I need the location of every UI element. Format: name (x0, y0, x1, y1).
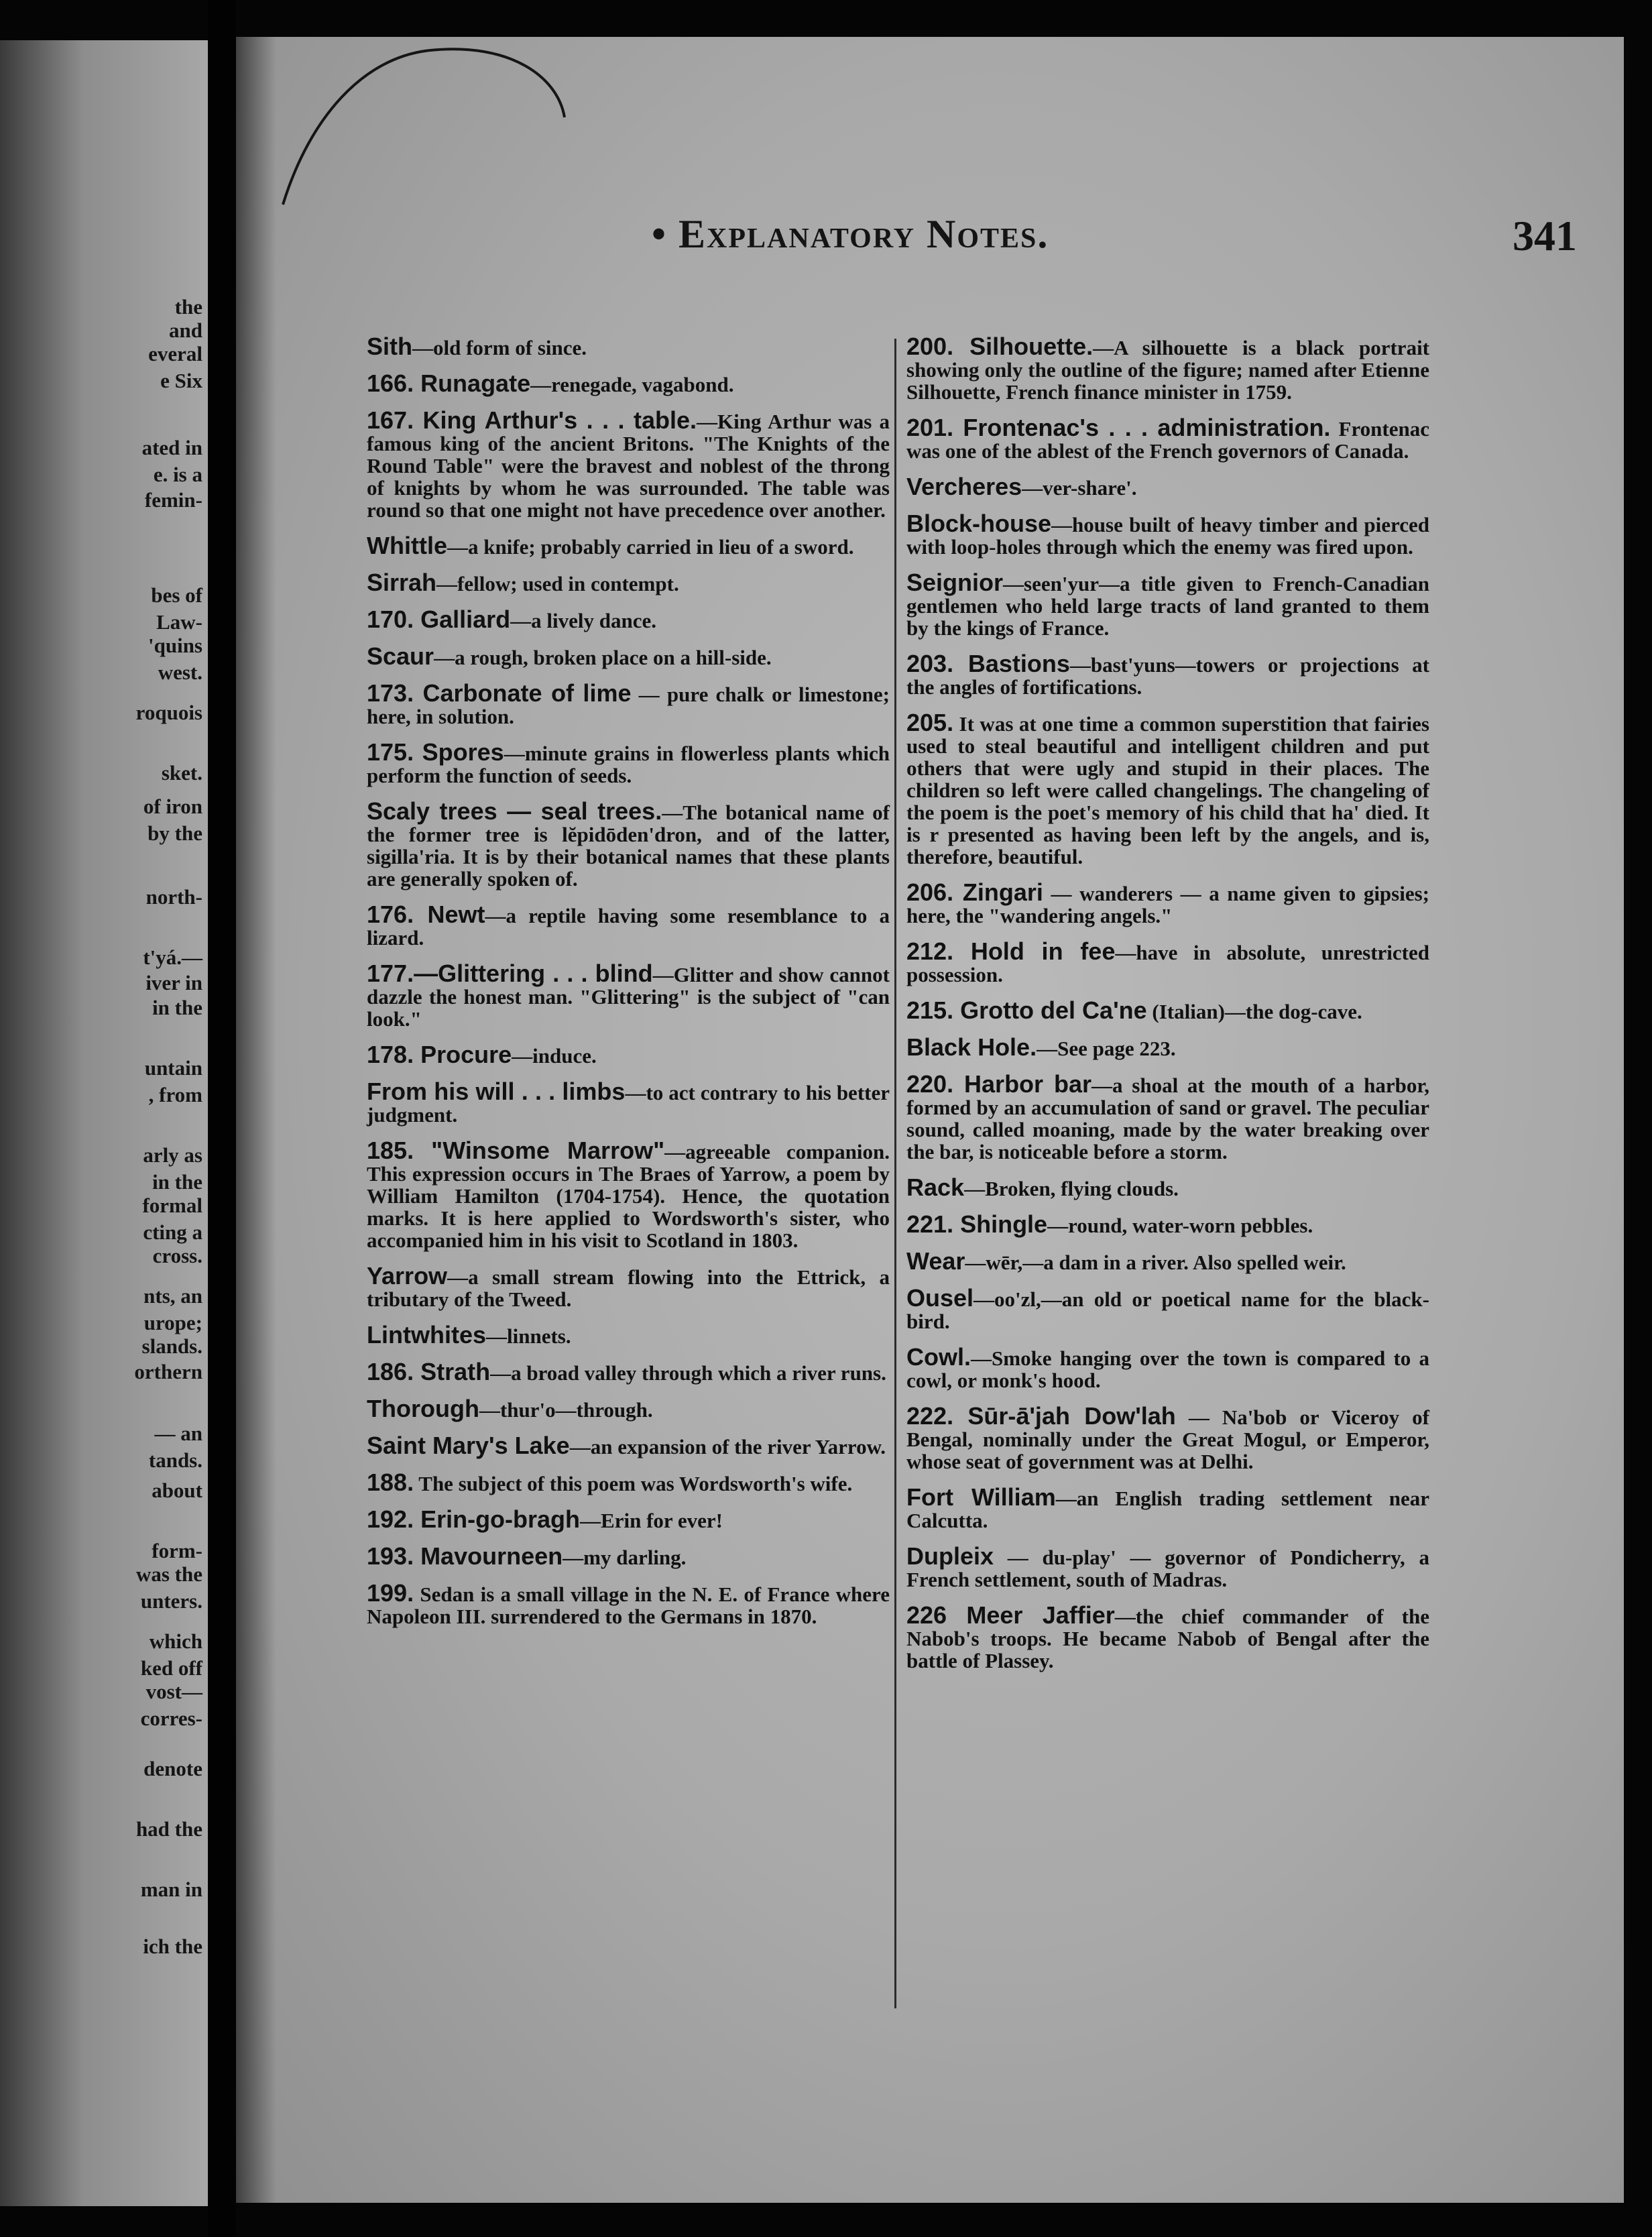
note-definition: The subject of this poem was Wordsworth's wife. (414, 1472, 853, 1495)
note-headword: 222. Sūr-ā'jah Dow'lah (906, 1402, 1176, 1430)
edge-text-fragment: t'yá.— (143, 945, 202, 969)
note-headword: 193. Mavourneen (367, 1542, 563, 1570)
note-definition: —house built of heavy timber and pierced with loop-holes through which the enemy was fired upon. (906, 513, 1429, 559)
edge-text-fragment: west. (158, 661, 202, 684)
note-headword: 173. Carbonate of lime (367, 679, 632, 707)
note-definition: — pure chalk or limestone; here, in solution. (367, 683, 890, 728)
note-definition: —A silhouette is a black portrait showing only the outline of the figure; named after Etienne Silhouette, French finance minister in 1759. (906, 336, 1430, 404)
note-definition: —a broad valley through which a river runs. (490, 1361, 886, 1385)
note-definition: —Smoke hanging over the town is compared to a cowl, or monk's hood. (906, 1346, 1429, 1392)
note-headword: 220. Harbor bar (906, 1070, 1092, 1098)
note-definition: —oo'zl,—an old or poetical name for the black-bird. (906, 1287, 1429, 1333)
note-entry (367, 1321, 890, 1349)
edge-text-fragment: untain (144, 1056, 202, 1080)
column-rule (894, 339, 896, 2008)
edge-text-fragment: cross. (152, 1244, 202, 1267)
note-entry (906, 1284, 1429, 1333)
edge-text-fragment: of iron (143, 795, 202, 818)
note-definition: —old form of since. (412, 336, 587, 359)
note-headword: 212. Hold in fee (906, 937, 1116, 965)
note-headword: 186. Strath (367, 1358, 491, 1385)
edge-text-fragment: man in (140, 1878, 202, 1901)
note-entry (906, 475, 1429, 499)
note-headword: 226 Meer Jaffier (906, 1601, 1115, 1629)
note-entry (367, 1471, 890, 1495)
note-definition: —renegade, vagabond. (530, 373, 734, 396)
note-definition: —a shoal at the mouth of a harbor, formed by an accumulation of sand or gravel. The peculiar sound, called moaning, made by the water breaking over the bar, is noticeable before a storm. (906, 1074, 1429, 1163)
note-headword: Rack (906, 1173, 965, 1201)
edge-text-fragment: vost— (145, 1680, 202, 1703)
note-definition: —the chief commander of the Nabob's troops. He became Nabob of Bengal after the battle of Plassey. (906, 1605, 1430, 1672)
note-headword: Ousel (906, 1284, 974, 1312)
note-definition: —thur'o—through. (479, 1398, 653, 1422)
note-headword: Seignior (906, 569, 1004, 596)
note-entry (367, 1434, 890, 1458)
note-entry (906, 1402, 1430, 1473)
note-definition: —to act contrary to his better judgment. (367, 1081, 890, 1127)
note-entry (367, 1505, 890, 1533)
note-definition: —round, water-worn pebbles. (1047, 1214, 1313, 1237)
edge-text-fragment: 'quins (148, 634, 202, 657)
note-headword: 176. Newt (367, 901, 485, 928)
note-entry (367, 335, 890, 359)
note-entry (906, 416, 1429, 462)
note-definition: — du-play' — governor of Pondicherry, a French settlement, south of Madras. (906, 1546, 1429, 1591)
note-entry (906, 1033, 1429, 1061)
note-definition: — wanderers — a name given to gipsies; here, the "wandering angels." (906, 882, 1429, 927)
note-entry (367, 534, 890, 558)
edge-text-fragment: tands. (148, 1448, 202, 1472)
note-headword: Sith (367, 333, 412, 360)
running-head: • Explanatory Notes. (652, 212, 1049, 256)
note-headword: Yarrow (367, 1262, 448, 1289)
edge-text-fragment: arly as (143, 1143, 202, 1167)
note-definition: —an expansion of the river Yarrow. (569, 1435, 886, 1458)
note-definition: —seen'yur—a title given to French-Canadian gentlemen who held large tracts of land granted to them by the kings of France. (906, 572, 1429, 640)
edge-text-fragment: everal (148, 342, 202, 365)
edge-text-fragment: corres- (140, 1707, 202, 1730)
note-entry (367, 369, 890, 397)
note-headword: Vercheres (906, 473, 1022, 500)
note-entry (906, 996, 1429, 1024)
note-definition: —Erin for ever! (580, 1509, 723, 1532)
edge-text-fragment: , from (148, 1083, 202, 1106)
note-headword: 201. Frontenac's . . . administration. (906, 414, 1331, 441)
edge-text-fragment: sket. (161, 761, 202, 785)
edge-text-fragment: had the (135, 1817, 202, 1841)
edge-text-fragment: denote (143, 1757, 202, 1780)
note-headword: Thorough (367, 1395, 479, 1422)
note-entry (367, 797, 890, 891)
edge-text-fragment: slands. (141, 1334, 202, 1358)
edge-text-fragment: orthern (134, 1360, 202, 1383)
note-entry (906, 1247, 1429, 1275)
note-headword: 205. (906, 709, 954, 736)
note-entry (367, 1139, 890, 1251)
note-definition: —King Arthur was a famous king of the ancient Britons. "The Knights of the Round Table" were the bravest and noblest of the throng of knights by whom he was surrounded. The table was round so that one might not have precedence over another. (367, 410, 890, 522)
note-entry (906, 1173, 1429, 1201)
left-column (367, 335, 890, 1641)
edge-text-fragment: nts, an (143, 1284, 202, 1308)
edge-text-fragment: e Six (160, 369, 202, 392)
gutter-shadow (236, 37, 276, 2203)
note-definition: Sedan is a small village in the N. E. of France where Napoleon III. surrendered to the Germans in 1870. (367, 1583, 890, 1628)
edge-text-fragment: and (169, 319, 202, 342)
note-entry (906, 571, 1429, 639)
edge-text-fragment: e. is a (153, 463, 202, 486)
note-entry (906, 1070, 1429, 1163)
note-entry (906, 1210, 1429, 1238)
note-definition: —wēr,—a dam in a river. Also spelled weir. (965, 1251, 1346, 1274)
note-headword: 192. Erin-go-bragh (367, 1505, 581, 1533)
note-headword: 175. Spores (367, 738, 504, 766)
edge-text-fragment: by the (148, 821, 202, 845)
note-definition: —a reptile having some resemblance to a lizard. (367, 904, 890, 950)
note-entry (906, 1343, 1429, 1392)
note-entry (367, 1397, 890, 1421)
edge-text-fragment: the (174, 295, 202, 319)
edge-text-fragment: was the (135, 1562, 202, 1586)
note-definition: —have in absolute, unrestricted possession. (906, 941, 1429, 986)
book-page (236, 37, 1624, 2203)
note-entry (367, 738, 890, 787)
note-definition: —a lively dance. (510, 609, 656, 632)
note-headword: Cowl. (906, 1343, 971, 1371)
note-headword: 177.—Glittering . . . blind (367, 960, 653, 987)
note-headword: 215. Grotto del Ca'ne (906, 996, 1147, 1024)
note-headword: 221. Shingle (906, 1210, 1048, 1238)
edge-text-fragment: form- (152, 1539, 202, 1562)
edge-text-fragment: urope; (143, 1311, 202, 1334)
edge-text-fragment: ich the (143, 1935, 202, 1958)
note-headword: Sirrah (367, 569, 437, 596)
note-entry (906, 1542, 1429, 1591)
note-entry (906, 652, 1429, 698)
note-entry (367, 571, 890, 595)
note-definition: —a small stream flowing into the Ettrick, a tributary of the Tweed. (367, 1265, 890, 1311)
note-entry (906, 335, 1429, 403)
note-entry (367, 1542, 890, 1570)
note-definition: —induce. (512, 1044, 597, 1068)
book-binding-gutter (208, 0, 236, 2237)
note-headword: 178. Procure (367, 1041, 512, 1068)
note-headword: Wear (906, 1247, 965, 1275)
note-definition: —my darling. (563, 1546, 687, 1569)
note-headword: 167. King Arthur's . . . table. (367, 406, 697, 434)
right-column (906, 335, 1429, 1685)
note-entry (906, 878, 1429, 927)
note-definition: It was at one time a common superstition that fairies used to steal beautiful and intelligent children and put others that were ugly and stupid in their places. The children so left were called changelings. The changeling of the poem is the poet's memory of his child that ha' died. It is r presented as having been left by the angels, and is, therefore, beautiful. (906, 712, 1429, 868)
note-definition: —ver-share'. (1022, 476, 1137, 500)
note-headword: 200. Silhouette. (906, 333, 1094, 360)
edge-text-fragment: cting a (143, 1220, 202, 1244)
note-definition: (Italian)—the dog-cave. (1146, 1000, 1362, 1023)
edge-text-fragment: unters. (140, 1589, 202, 1613)
note-entry (367, 903, 890, 949)
note-headword: Black Hole. (906, 1033, 1037, 1061)
note-headword: 199. (367, 1579, 414, 1607)
note-entry (906, 1601, 1430, 1672)
note-definition: —See page 223. (1037, 1037, 1176, 1060)
note-definition: —an English trading settlement near Calcutta. (906, 1487, 1429, 1532)
edge-text-fragment: Law- (156, 610, 202, 634)
note-definition: Frontenac was one of the ablest of the French governors of Canada. (906, 417, 1429, 463)
edge-text-fragment: ated in (141, 436, 202, 459)
note-definition: —The botanical name of the former tree is lĕpidōden'dron, and of the latter, sigilla'ria. It is by their botanical names that these plants are generally spoken of. (367, 801, 890, 891)
edge-text-fragment: iver in (145, 971, 202, 994)
edge-text-fragment: north- (145, 885, 202, 909)
edge-text-fragment: ked off (140, 1656, 202, 1680)
edge-text-fragment: about (152, 1479, 202, 1502)
note-headword: 185. "Winsome Marrow" (367, 1137, 665, 1164)
note-headword: 203. Bastions (906, 650, 1070, 677)
note-headword: 170. Galliard (367, 606, 511, 633)
note-headword: 166. Runagate (367, 369, 531, 397)
note-definition: —Glitter and show cannot dazzle the honest man. "Glittering" is the subject of "can look." (367, 963, 890, 1031)
note-entry (906, 1483, 1429, 1532)
edge-text-fragment: — an (154, 1422, 202, 1445)
note-definition: —fellow; used in contempt. (436, 572, 679, 595)
note-headword: Lintwhites (367, 1321, 486, 1349)
note-headword: Saint Mary's Lake (367, 1432, 570, 1459)
note-headword: Block-house (906, 510, 1052, 537)
note-headword: Whittle (367, 532, 447, 559)
note-entry (367, 962, 890, 1030)
page-header (236, 211, 1624, 292)
note-entry (367, 1043, 890, 1067)
note-definition: —a knife; probably carried in lieu of a sword. (447, 535, 854, 559)
note-entry (367, 1262, 890, 1311)
note-entry (367, 608, 890, 632)
note-headword: Scaur (367, 642, 434, 670)
note-entry (906, 711, 1429, 868)
note-headword: 188. (367, 1469, 414, 1496)
note-definition: —a rough, broken place on a hill-side. (434, 646, 772, 669)
edge-text-fragment: in the (152, 996, 202, 1019)
note-entry (367, 679, 890, 728)
note-entry (906, 512, 1429, 558)
note-entry (906, 937, 1429, 986)
edge-text-fragment: bes of (151, 583, 202, 607)
edge-text-fragment: in the (152, 1170, 202, 1194)
edge-text-fragment: roquois (135, 701, 202, 724)
note-headword: From his will . . . limbs (367, 1078, 626, 1105)
note-definition: —bast'yuns—towers or projections at the angles of fortifications. (906, 653, 1429, 699)
note-headword: 206. Zingari (906, 878, 1043, 906)
note-definition: — Na'bob or Viceroy of Bengal, nominally under the Great Mogul, or Emperor, whose seat of government was at Delhi. (906, 1406, 1430, 1473)
note-entry (367, 1579, 890, 1628)
stray-hair-mark (256, 37, 725, 211)
note-definition: —Broken, flying clouds. (964, 1177, 1179, 1200)
note-definition: —agreeable companion. This expression occurs in The Braes of Yarrow, a poem by William Hamilton (1704-1754). Hence, the quotation marks. It is here applied to Wordsworth's sister, who accompanied him in his visit to Scotland in 1803. (367, 1140, 890, 1252)
note-headword: Scaly trees — seal trees. (367, 797, 662, 825)
adjacent-page-edge (0, 40, 208, 2206)
page-number: 341 (1513, 212, 1577, 260)
note-headword: Fort William (906, 1483, 1056, 1511)
note-entry (367, 1358, 890, 1385)
note-definition: —minute grains in flowerless plants which perform the function of seeds. (367, 742, 890, 787)
note-definition: —linnets. (486, 1324, 571, 1348)
note-entry (367, 642, 890, 670)
edge-text-fragment: which (149, 1629, 202, 1653)
note-entry (367, 406, 890, 522)
edge-text-fragment: formal (142, 1194, 202, 1217)
note-headword: Dupleix (906, 1542, 994, 1570)
note-entry (367, 1080, 890, 1126)
edge-text-fragment: femin- (144, 488, 202, 512)
